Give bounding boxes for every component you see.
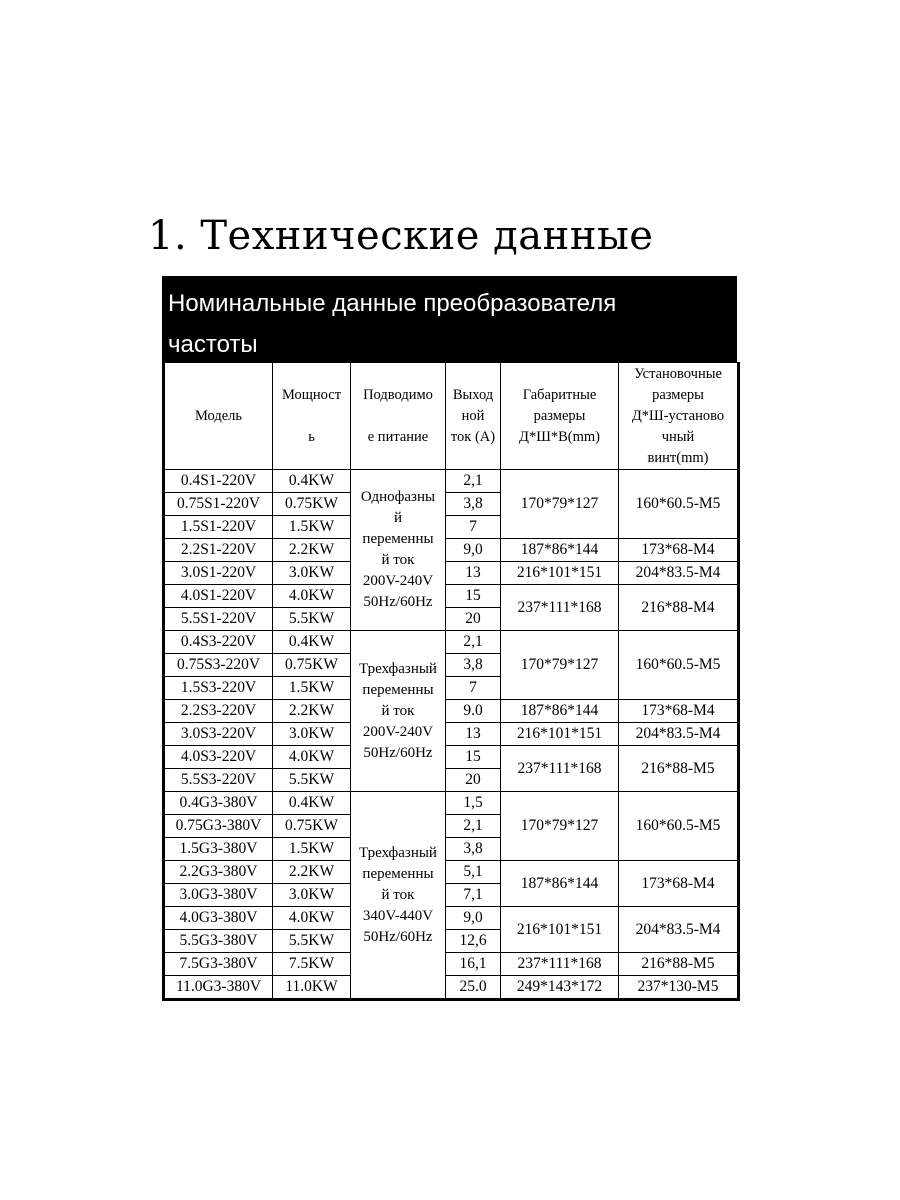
cell-current: 13	[446, 723, 501, 746]
table-row	[164, 539, 739, 562]
cell-dimensions: 170*79*127	[501, 792, 619, 861]
cell-current: 13	[446, 562, 501, 585]
table-banner	[162, 276, 737, 362]
cell-mounting: 173*68-M4	[619, 700, 739, 723]
cell-model: 11.0G3-380V	[164, 976, 273, 1000]
table-row	[164, 562, 739, 585]
cell-mounting: 160*60.5-M5	[619, 792, 739, 861]
cell-mounting: 173*68-M4	[619, 861, 739, 907]
cell-dimensions: 170*79*127	[501, 470, 619, 539]
header-dimensions: Габаритные размеры Д*Ш*В(mm)	[501, 363, 619, 470]
cell-current: 7	[446, 677, 501, 700]
cell-current: 15	[446, 585, 501, 608]
cell-model: 5.5G3-380V	[164, 930, 273, 953]
cell-current: 3,8	[446, 654, 501, 677]
cell-power: 0.4KW	[273, 631, 351, 654]
cell-power: 11.0KW	[273, 976, 351, 1000]
cell-mounting: 216*88-M5	[619, 953, 739, 976]
header-model: Модель	[164, 363, 273, 470]
cell-model: 2.2S1-220V	[164, 539, 273, 562]
cell-current: 3,8	[446, 493, 501, 516]
cell-current: 2,1	[446, 815, 501, 838]
cell-model: 0.4S3-220V	[164, 631, 273, 654]
cell-power: 4.0KW	[273, 585, 351, 608]
header-supply: Подводимо е питание	[351, 363, 446, 470]
cell-power: 4.0KW	[273, 907, 351, 930]
cell-power: 5.5KW	[273, 769, 351, 792]
cell-model: 3.0S1-220V	[164, 562, 273, 585]
table-row	[164, 953, 739, 976]
cell-mounting: 237*130-M5	[619, 976, 739, 1000]
cell-dimensions: 216*101*151	[501, 907, 619, 953]
cell-current: 5,1	[446, 861, 501, 884]
cell-current: 7,1	[446, 884, 501, 907]
cell-model: 0.75S1-220V	[164, 493, 273, 516]
cell-model: 1.5G3-380V	[164, 838, 273, 861]
cell-model: 5.5S1-220V	[164, 608, 273, 631]
cell-current: 2,1	[446, 631, 501, 654]
cell-power: 0.75KW	[273, 493, 351, 516]
cell-current: 12,6	[446, 930, 501, 953]
cell-power: 5.5KW	[273, 608, 351, 631]
cell-mounting: 204*83.5-M4	[619, 562, 739, 585]
cell-current: 25.0	[446, 976, 501, 1000]
table-row	[164, 746, 739, 769]
cell-model: 5.5S3-220V	[164, 769, 273, 792]
cell-power: 0.4KW	[273, 792, 351, 815]
cell-dimensions: 187*86*144	[501, 861, 619, 907]
cell-current: 9.0	[446, 700, 501, 723]
cell-dimensions: 216*101*151	[501, 723, 619, 746]
cell-power: 3.0KW	[273, 723, 351, 746]
cell-current: 16,1	[446, 953, 501, 976]
cell-current: 9,0	[446, 907, 501, 930]
cell-model: 0.4S1-220V	[164, 470, 273, 493]
cell-model: 3.0G3-380V	[164, 884, 273, 907]
cell-power: 5.5KW	[273, 930, 351, 953]
cell-model: 1.5S1-220V	[164, 516, 273, 539]
banner-line-1: Номинальные данные преобразователя	[168, 290, 617, 317]
cell-power: 0.75KW	[273, 654, 351, 677]
table-row	[164, 700, 739, 723]
cell-power: 2.2KW	[273, 539, 351, 562]
cell-mounting: 204*83.5-M4	[619, 907, 739, 953]
cell-supply: Трехфазный переменны й ток 200V-240V 50Hz/60Hz	[351, 631, 446, 792]
cell-power: 4.0KW	[273, 746, 351, 769]
banner-line-2: частоты	[168, 331, 258, 358]
spec-table	[162, 362, 740, 1001]
table-row	[164, 907, 739, 930]
header-row	[164, 363, 739, 470]
cell-power: 0.4KW	[273, 470, 351, 493]
cell-power: 2.2KW	[273, 861, 351, 884]
cell-mounting: 160*60.5-M5	[619, 631, 739, 700]
cell-dimensions: 216*101*151	[501, 562, 619, 585]
cell-current: 2,1	[446, 470, 501, 493]
cell-model: 0.75S3-220V	[164, 654, 273, 677]
cell-power: 3.0KW	[273, 884, 351, 907]
cell-dimensions: 249*143*172	[501, 976, 619, 1000]
cell-power: 0.75KW	[273, 815, 351, 838]
table-row	[164, 585, 739, 608]
cell-current: 3,8	[446, 838, 501, 861]
cell-current: 15	[446, 746, 501, 769]
cell-model: 3.0S3-220V	[164, 723, 273, 746]
cell-dimensions: 187*86*144	[501, 700, 619, 723]
table-row	[164, 723, 739, 746]
cell-power: 1.5KW	[273, 838, 351, 861]
cell-mounting: 216*88-M5	[619, 746, 739, 792]
table-row	[164, 792, 739, 815]
cell-mounting: 160*60.5-M5	[619, 470, 739, 539]
cell-model: 7.5G3-380V	[164, 953, 273, 976]
cell-dimensions: 170*79*127	[501, 631, 619, 700]
cell-mounting: 173*68-M4	[619, 539, 739, 562]
cell-model: 4.0S1-220V	[164, 585, 273, 608]
cell-current: 20	[446, 608, 501, 631]
cell-power: 1.5KW	[273, 516, 351, 539]
cell-power: 3.0KW	[273, 562, 351, 585]
cell-current: 7	[446, 516, 501, 539]
cell-model: 4.0S3-220V	[164, 746, 273, 769]
header-power: Мощност ь	[273, 363, 351, 470]
cell-model: 2.2G3-380V	[164, 861, 273, 884]
table-row	[164, 470, 739, 493]
cell-model: 0.4G3-380V	[164, 792, 273, 815]
cell-model: 1.5S3-220V	[164, 677, 273, 700]
table-row	[164, 631, 739, 654]
cell-mounting: 204*83.5-M4	[619, 723, 739, 746]
cell-model: 0.75G3-380V	[164, 815, 273, 838]
cell-dimensions: 237*111*168	[501, 585, 619, 631]
cell-dimensions: 237*111*168	[501, 953, 619, 976]
cell-current: 9,0	[446, 539, 501, 562]
cell-current: 1,5	[446, 792, 501, 815]
header-current: Выход ной ток (А)	[446, 363, 501, 470]
table-row	[164, 976, 739, 1000]
cell-supply: Однофазны й переменны й ток 200V-240V 50Hz/60Hz	[351, 470, 446, 631]
cell-power: 1.5KW	[273, 677, 351, 700]
cell-mounting: 216*88-M4	[619, 585, 739, 631]
cell-dimensions: 187*86*144	[501, 539, 619, 562]
table-row	[164, 861, 739, 884]
cell-supply: Трехфазный переменны й ток 340V-440V 50Hz/60Hz	[351, 792, 446, 1000]
cell-power: 7.5KW	[273, 953, 351, 976]
cell-power: 2.2KW	[273, 700, 351, 723]
page-title: 1. Технические данные	[148, 213, 654, 259]
cell-dimensions: 237*111*168	[501, 746, 619, 792]
cell-model: 2.2S3-220V	[164, 700, 273, 723]
header-mounting: Установочные размеры Д*Ш-установо чный винт(mm)	[619, 363, 739, 470]
cell-current: 20	[446, 769, 501, 792]
cell-model: 4.0G3-380V	[164, 907, 273, 930]
